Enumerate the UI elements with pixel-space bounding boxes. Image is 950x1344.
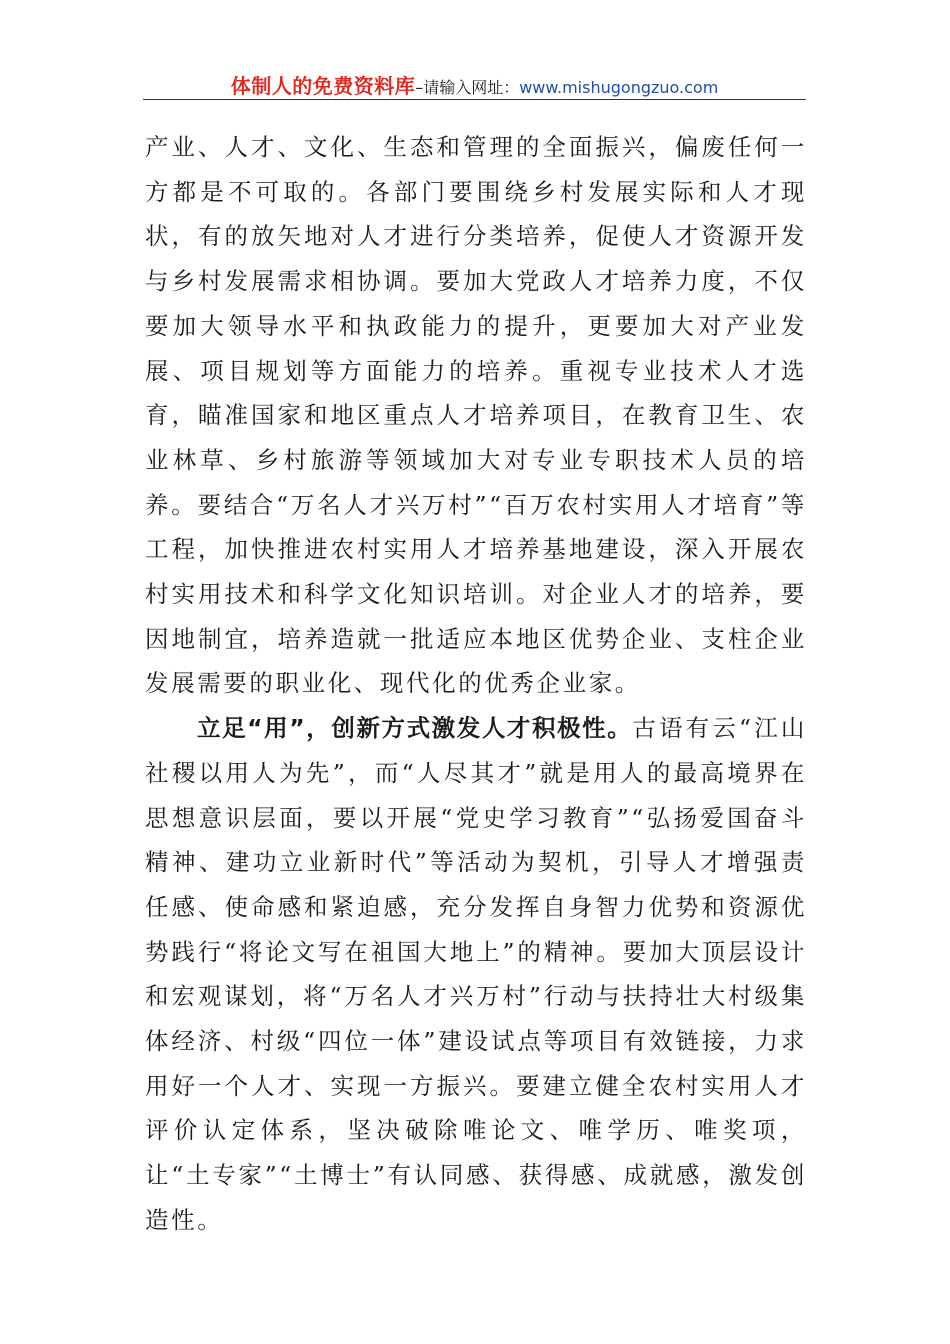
url-prompt: –请输入网址： xyxy=(415,78,520,97)
header-divider xyxy=(143,99,806,100)
document-body xyxy=(145,125,807,1243)
paragraph-talent-use xyxy=(145,706,807,1242)
paragraph-text: 古语有云“江山社稷以用人为先”，而“人尽其才”就是用人的最高境界在思想意识层面，要以开展“党史学习教育”“弘扬爱国奋斗精神、建功立业新时代”等活动为契机，引导人才增强责任感、使命感和紧迫感，充分发挥自身智力优势和资源优势践行“将论文写在祖国大地上”的精神。要加大顶层设计和宏观谋划，将“万名人才兴万村”行动与扶持壮大村级集体经济、村级“四位一体”建设试点等项目有效链接，力求用好一个人才、实现一方振兴。要建立健全农村实用人才评价认定体系，坚决破除唯论文、唯学历、唯奖项，让“土专家”“土博士”有认同感、获得感、成就感，激发创造性。 xyxy=(145,714,807,1234)
site-url-link[interactable]: www.mishugongzuo.com xyxy=(519,78,719,97)
paragraph-heading: 立足“用”，创新方式激发人才积极性。 xyxy=(197,714,633,743)
site-brand-title: 体制人的免费资料库 xyxy=(230,74,416,98)
page-header xyxy=(143,70,806,100)
paragraph-talent-training: 产业、人才、文化、生态和管理的全面振兴，偏废任何一方都是不可取的。各部门要围绕乡村发展实际和人才现状，有的放矢地对人才进行分类培养，促使人才资源开发与乡村发展需求相协调。要加大党政人才培养力度，不仅要加大领导水平和执政能力的提升，更要加大对产业发展、项目规划等方面能力的培养。重视专业技术人才选育，瞄准国家和地区重点人才培养项目，在教育卫生、农业林草、乡村旅游等领域加大对专业专职技术人员的培养。要结合“万名人才兴万村”“百万农村实用人才培育”等工程，加快推进农村实用人才培养基地建设，深入开展农村实用技术和科学文化知识培训。对企业人才的培养，要因地制宜，培养造就一批适应本地区优势企业、支柱企业发展需要的职业化、现代化的优秀企业家。 xyxy=(145,133,807,698)
